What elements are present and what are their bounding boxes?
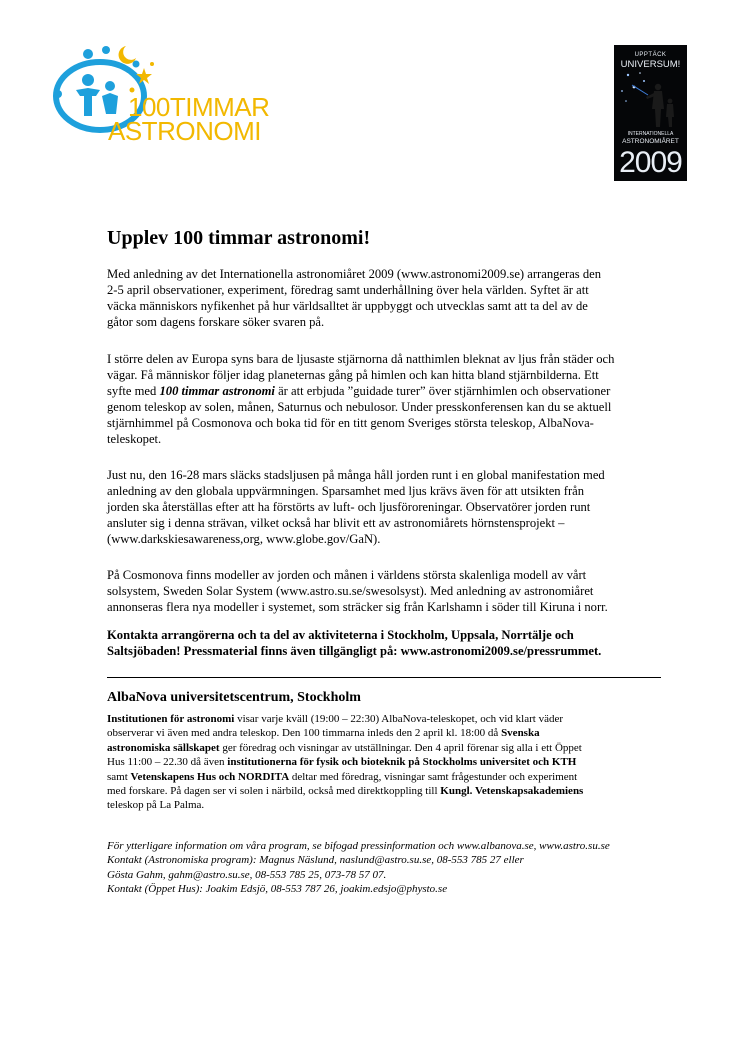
paragraph-europe [107, 352, 667, 447]
text-run: Hus 11:00 – 22.30 då även [107, 756, 228, 769]
text-run: samt [107, 770, 131, 783]
paragraph-more-info [107, 839, 687, 897]
text-line: För ytterligare information om våra program, se bifogad pressinformation och www.albanova.se, www.astro.su.se [107, 840, 610, 852]
logo-internationella: INTERNATIONELLA [627, 131, 674, 137]
text-run: visar varje kväll (19:00 – 22:30) AlbaNova-teleskopet, och vid klart väder [234, 713, 564, 725]
text-line: Kontakt (Öppet Hus): Joakim Edsjö, 08-553 787 26, joakim.edsjo@physto.se [107, 883, 448, 896]
paragraph-intro [107, 267, 667, 331]
text-line: Saltsjöbaden! Pressmaterial finns även tillgängligt på: www.astronomi2009.se/pressrummet. [107, 643, 602, 658]
text-line [107, 770, 667, 784]
text-line: stjärnhimmel på Cosmonova och boka tid för en titt genom Sveriges största teleskop, AlbaNova- [107, 415, 594, 430]
text-line: vägar. Få människor följer idag planeternas gång på himlen och kan hitta bland stjärnbilderna. Ett [107, 367, 599, 382]
bold-run: Svenska [501, 727, 540, 740]
text-line [107, 784, 667, 798]
text-line: ansluter sig i denna strävan, vilket också har blivit ett av astronomiårets hörnstensprojekt – [107, 515, 565, 530]
paragraph-earth-hour [107, 468, 667, 548]
text-line: teleskop på La Palma. [107, 799, 205, 812]
bold-run: Institutionen för astronomi [107, 713, 235, 725]
text-run: är att erbjuda ”guidade turer” över stjärnhimlen och observationer [274, 383, 611, 398]
text-line: 2-5 april observationer, experiment, föredrag samt underhållning över hela världen. Syftet är att [107, 282, 589, 297]
text-line: Just nu, den 16-28 mars släcks stadsljusen på många håll jorden runt i en global manifestation med [107, 468, 605, 482]
100-timmar-astronomi-logo [48, 44, 288, 154]
logo-astronomiaret: ASTRONOMIÅRET [622, 138, 679, 145]
bold-run: Vetenskapens Hus och NORDITA [130, 770, 290, 783]
text-line [107, 712, 667, 726]
text-line [107, 726, 667, 740]
logo-upptack: UPPTÄCK [634, 52, 667, 58]
paragraph-cosmonova [107, 568, 667, 616]
text-run: observerar vi även med andra teleskop. Den 100 timmarna inleds den 2 april kl. 18:00 då [107, 727, 502, 740]
text-line: teleskopet. [107, 431, 162, 446]
logo-text-line1: 100TIMMAR [128, 92, 270, 122]
text-line: (www.darkskiesawareness,org, www.globe.gov/GaN). [107, 531, 381, 546]
section-heading: AlbaNova universitetscentrum, Stockholm [107, 690, 361, 705]
paragraph-contact-call [107, 628, 667, 660]
bold-run: Kungl. Vetenskapsakademiens [440, 785, 584, 798]
text-line: väcka människors nyfikenhet på hur världsalltet är uppbyggt och utvecklas samt att ta del av de [107, 298, 588, 313]
iya2009-logo [614, 45, 687, 181]
text-line: annonseras flera nya modeller i systemet, som sträcker sig från Karlshamn i söder till Kiruna i norr. [107, 599, 608, 614]
text-line [107, 384, 667, 400]
text-line: genom teleskop av solen, månen, Saturnus och nebulosor. Under presskonferensen kan du se aktuell [107, 399, 612, 414]
bold-run: astronomiska sällskapet [107, 741, 220, 754]
logo-year: 2009 [619, 146, 682, 179]
text-line [107, 755, 667, 769]
divider [107, 677, 661, 678]
text-line: Kontakt (Astronomiska program): Magnus Näslund, naslund@astro.su.se, 08-553 785 27 eller [107, 854, 524, 867]
logo-text-line2: ASTRONOMI [108, 116, 261, 146]
text-line: På Cosmonova finns modeller av jorden och månen i världens största skalenliga modell av vårt [107, 568, 587, 582]
text-line: solsystem, Sweden Solar System (www.astro.su.se/swesolsyst). Med anledning av astronomiåret [107, 583, 594, 598]
stargazers-icon [614, 69, 687, 129]
text-run: med forskare. På dagen ser vi solen i närbild, också med direktkoppling till [107, 785, 441, 798]
text-line: Med anledning av det Internationella astronomiåret 2009 (www.astronomi2009.se) arrangeras den [107, 267, 602, 281]
text-line: I större delen av Europa syns bara de ljusaste stjärnorna då natthimlen bleknat av ljus från städer och [107, 352, 615, 366]
text-line: anledning av den globala uppvärmningen. Sparsamhet med ljus krävs även för att utsikten från [107, 483, 585, 498]
page-title: Upplev 100 timmar astronomi! [107, 227, 371, 249]
logo-universum: UNIVERSUM! [620, 59, 681, 70]
text-run: deltar med föredrag, visningar samt frågestunder och experiment [289, 770, 578, 783]
text-line: Kontakta arrangörerna och ta del av aktiviteterna i Stockholm, Uppsala, Norrtälje och [107, 628, 574, 642]
paragraph-albanova [107, 712, 667, 813]
text-run: ger föredrag och visningar av utställningar. Den 4 april förenar sig alla i ett Öppet [219, 741, 582, 754]
text-line [107, 741, 667, 755]
text-line: jorden ska återställas efter att ha förstörts av luft- och ljusföroreningar. Observatörer jorden runt [107, 499, 591, 514]
bold-run: institutionerna för fysik och bioteknik på Stockholms universitet och KTH [227, 756, 577, 769]
text-run: syfte med [107, 383, 160, 398]
text-line: Gösta Gahm, gahm@astro.su.se, 08-553 785 25, 073-78 57 07. [107, 868, 387, 881]
emphasis-100-timmar: 100 timmar astronomi [159, 383, 275, 398]
text-line: gåtor som dagens forskare söker svaren på. [107, 314, 325, 329]
